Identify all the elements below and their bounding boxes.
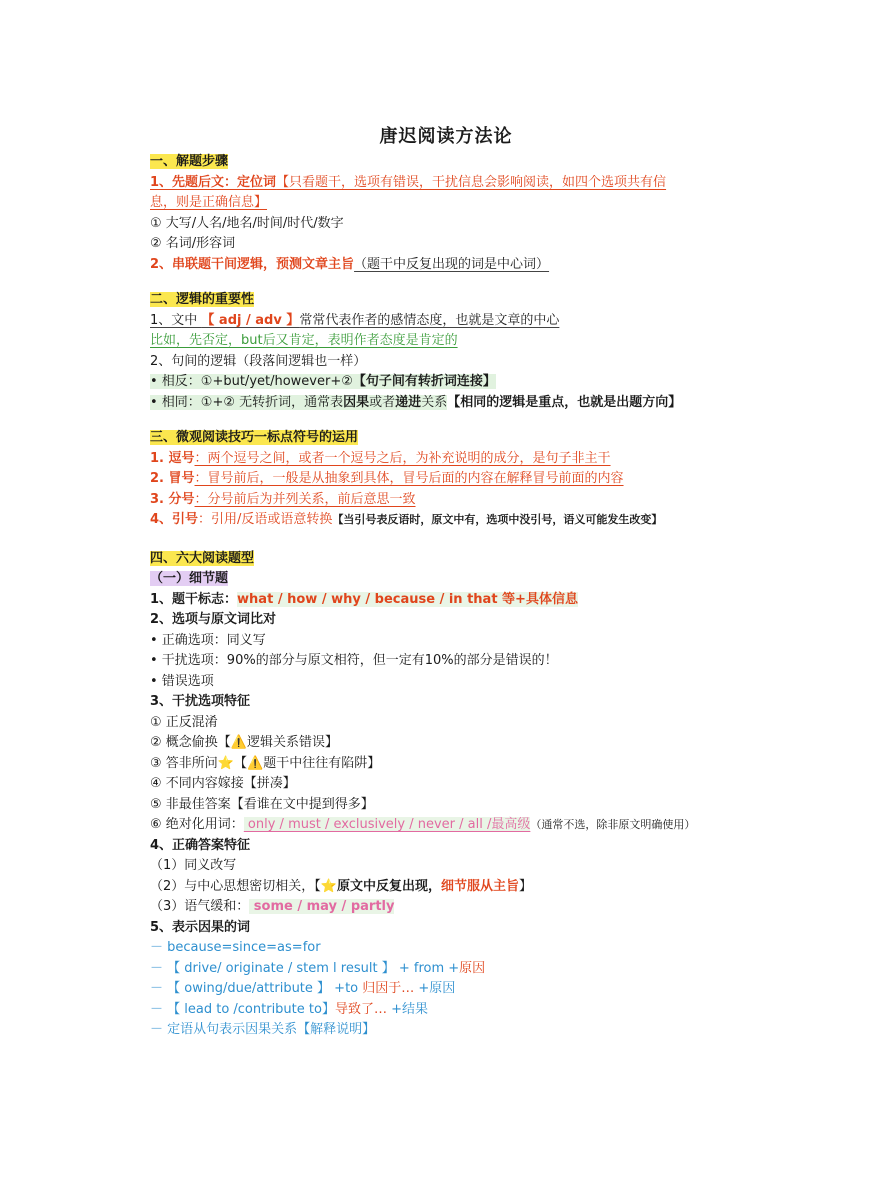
keyword-list: some / may / partly [249,899,395,914]
punct-note: 【当引号表反语时，原文中有，选项中没引号，语义可能发生改变】 [332,513,663,526]
text-line [150,733,750,754]
heading-text: 三、微观阅读技巧一标点符号的运用 [150,430,359,445]
warning-icon: ⚠️ [247,755,264,771]
section-heading [150,549,750,570]
text-line: 3、干扰选项特征 [150,694,251,709]
line-part: 归因于… [362,981,415,996]
line-part: 导致了… [334,1001,387,1017]
text-line: • 干扰选项：90%的部分与原文相符，但一定有10%的部分是错误的！ [150,653,558,668]
line-part: （3）语气缓和： [150,899,250,914]
line-part: － 【 drive/ originate / stem l result 】 + from + [150,960,460,976]
text-line: 5、表示因果的词 [150,919,251,935]
text-line [150,510,750,531]
step-note: 【只看题干，选项有错误，干扰信息会影响阅读，如四个选项共有信 [276,174,667,190]
section-heading [150,152,750,173]
text-line: ⑤ 非最佳答案【看谁在文中提到得多】 [150,796,374,812]
subheading-text: （一）细节题 [150,571,229,586]
heading-text: 二、逻辑的重要性 [150,292,255,307]
punct-label: 1. 逗号 [150,450,195,466]
keyword-list: what / how / why / because / in that 等+具体信息 [237,591,578,607]
text-line [150,815,750,836]
heading-text: 四、六大阅读题型 [150,550,255,566]
text-line: 4、正确答案特征 [150,837,251,853]
line-part: 或者 [369,394,396,410]
text-line: ① 正反混淆 [150,714,218,730]
text-line [150,877,750,898]
line-part: • 相反：①+but/yet/however+② [150,374,353,389]
line-part: ③ 答非所问 [150,755,218,771]
line-part: 因果 [343,394,370,410]
step-label: 2、串联题干间逻辑，预测文章主旨 [150,256,355,272]
punct-label: 3. 分号 [150,491,195,507]
step-note: （题干中反复出现的词是中心词） [354,256,550,272]
line-part: +原因 [414,981,456,996]
punct-desc: ：分号前后为并列关系，前后意思一致 [194,491,416,507]
line-part: ② 概念偷换【 [150,735,231,750]
text-line [150,590,750,611]
text-line [150,331,750,352]
text-line [150,754,750,775]
text-line: － 定语从句表示因果关系【解释说明】 [150,1022,376,1037]
example-text: 比如，先否定，but后又肯定，表明作者态度是肯定的 [150,333,458,348]
step-note-cont: 息，则是正确信息】 [150,195,268,210]
text-line: • 正确选项：同义写 [150,632,266,648]
page-title: 唐迟阅读方法论 [379,126,513,147]
text-line [150,193,750,214]
line-part: 原文中反复出现， [336,878,441,894]
text-line [150,311,750,332]
text-line: 2、选项与原文词比对 [150,612,277,627]
punct-desc: ：冒号前后，一般是从抽象到具体，冒号后面的内容在解释冒号前面的内容 [194,471,624,486]
text-line [150,897,750,918]
line-part: 细节服从主旨 [440,878,519,894]
section-heading [150,290,750,311]
line-part: 1、题干标志： [150,591,238,607]
text-line [150,393,750,414]
text-line: 2、句间的逻辑（段落间逻辑也一样） [150,353,367,369]
text-line [150,490,750,511]
warning-icon: ⚠️ [230,735,247,750]
subsection-heading [150,569,750,590]
line-part: － 【 owing/due/attribute 】 +to [150,981,363,996]
punct-desc: ：两个逗号之间，或者一个逗号之后，为补充说明的成分，是句子非主干 [194,450,611,466]
line-part: • 相同：①+② 无转折词，通常表 [150,394,344,410]
text-line [150,1000,750,1021]
heading-text: 一、解题步骤 [150,154,229,169]
line-part: 】 [519,878,533,894]
text-line: ① 大写/人名/地名/时间/时代/数字 [150,215,344,231]
text-line [150,449,750,470]
section-heading [150,428,750,449]
line-part: ⑥ 绝对化用词： [150,817,244,832]
line-part: 题干中往往有陷阱】 [263,755,381,771]
step-label: 1、先题后文：定位词 [150,174,277,190]
star-icon: ⭐ [320,878,337,894]
text-line: • 错误选项 [150,673,214,689]
line-part: 【 [233,755,247,771]
punct-label: 4、引号 [150,512,199,527]
punct-label: 2. 冒号 [150,471,195,486]
text-line: （1）同义改写 [150,858,237,873]
line-part: （2）与中心思想密切相关，【 [150,878,321,894]
text-line: ② 名词/形容词 [150,236,236,251]
text-line [150,173,750,194]
document-content [150,152,750,1041]
text-line [150,979,750,1000]
line-note: （通常不选，除非原文明确使用） [530,818,696,831]
line-part: － 【 lead to /contribute to】 [150,1001,335,1017]
text-line: － because=since=as=for [150,940,321,955]
star-icon: ⭐ [217,755,234,771]
line-part: 原因 [459,960,486,976]
line-part: 递进 [395,394,422,410]
text-line [150,372,750,393]
text-line: ④ 不同内容嫁接【拼凑】 [150,776,296,791]
text-line [150,469,750,490]
punct-desc: ：引用/反语或语意转换 [198,512,333,527]
line-part: 1、文中 [150,312,202,328]
line-note: 【句子间有转折词连接】 [352,374,496,389]
line-part: 常常代表作者的感情态度，也就是文章的中心 [299,312,560,328]
line-part: 关系 [421,394,448,410]
line-note: 【相同的逻辑是重点，也就是出题方向】 [447,394,682,410]
line-part: 逻辑关系错误】 [246,735,338,750]
text-line [150,255,750,276]
adj-adv-tag: 【 adj / adv 】 [201,312,300,328]
keyword-list: only / must / exclusively / never / all /最高级 [243,817,531,832]
line-part: +结果 [386,1001,428,1017]
text-line [150,959,750,980]
